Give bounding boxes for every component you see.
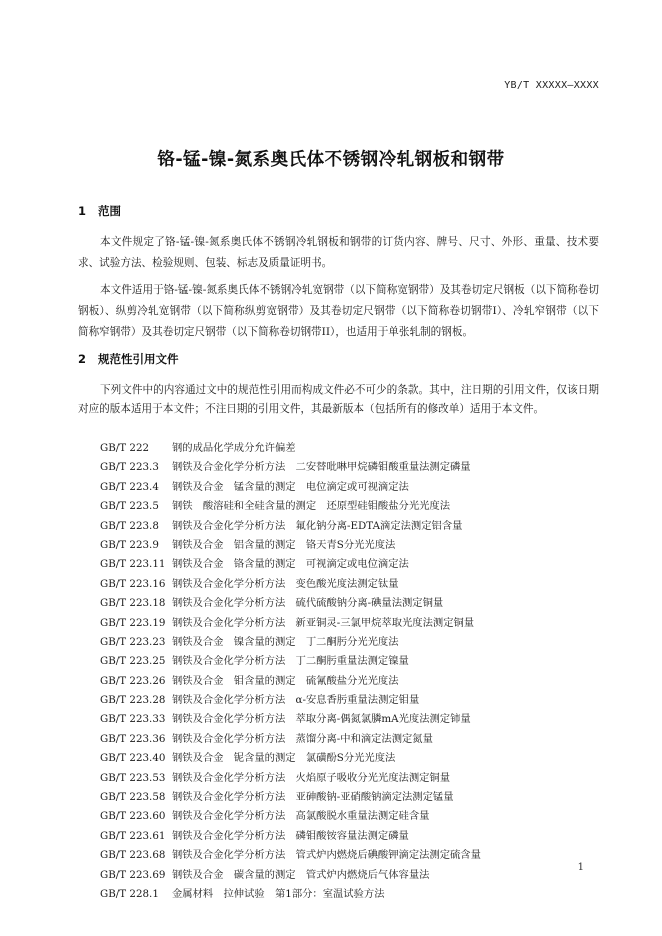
section-2-title: 规范性引用文件 [98,352,179,366]
reference-code: GB/T 223.33 [100,713,166,726]
reference-code: GB/T 223.8 [100,519,159,532]
reference-title: 钢铁及合金 锰含量的测定 电位滴定或可视滴定法 [172,480,409,493]
reference-title: 钢铁及合金化学分析方法 管式炉内燃烧后碘酸钾滴定法测定硫含量 [172,849,481,862]
references-intro: 下列文件中的内容通过文中的规范性引用而构成文件必不可少的条款。其中，注日期的引用文件，仅该日期对应的版本适用于本文件；不注日期的引用文件，其最新版本（包括所有的修改单）适用于本文件。 [78,384,599,415]
reference-code: GB/T 223.53 [100,771,166,784]
reference-code: GB/T 223.60 [100,810,166,823]
page-number: 1 [577,862,584,873]
reference-item [100,555,481,574]
reference-code: GB/T 223.16 [100,577,166,590]
reference-item [100,710,481,729]
reference-list [100,439,481,904]
reference-code: GB/T 223.68 [100,849,166,862]
reference-title: 钢铁及合金化学分析方法 硫代硫酸钠分离-碘量法测定铜量 [172,597,444,610]
reference-title: 钢铁及合金 铝含量的测定 铬天青S分光光度法 [172,538,396,551]
reference-item [100,846,481,865]
reference-title: 钢铁及合金化学分析方法 氟化钠分离-EDTA滴定法测定铝含量 [172,519,463,532]
reference-code: GB/T 223.40 [100,752,166,765]
reference-title: 钢铁及合金化学分析方法 α-安息香肟重量法测定钼量 [172,694,420,707]
reference-item [100,594,481,613]
reference-title: 钢铁及合金化学分析方法 火焰原子吸收分光光度法测定铜量 [172,771,451,784]
reference-title: 钢铁及合金化学分析方法 新亚铜灵-三氯甲烷萃取光度法测定铜量 [172,616,475,629]
reference-title: 钢铁及合金 碳含量的测定 管式炉内燃烧后气体容量法 [172,868,430,881]
reference-title: 钢铁及合金化学分析方法 高氯酸脱水重量法测定硅含量 [172,810,430,823]
reference-code: GB/T 223.5 [100,500,159,513]
reference-title: 钢铁 酸溶硅和全硅含量的测定 还原型硅钼酸盐分光光度法 [172,500,451,513]
reference-title: 钢铁及合金化学分析方法 蒸馏分离-中和滴定法测定氮量 [172,732,433,745]
reference-item [100,672,481,691]
document-code: YB/T XXXXX—XXXX [504,80,599,91]
reference-title: 钢铁及合金 铌含量的测定 氯磺酚S分光光度法 [172,752,396,765]
reference-title: 钢铁及合金 铬含量的测定 可视滴定或电位滴定法 [172,558,409,571]
reference-item [100,885,481,904]
reference-code: GB/T 223.69 [100,868,166,881]
reference-title: 钢铁及合金 钼含量的测定 硫氰酸盐分光光度法 [172,674,399,687]
reference-item [100,458,481,477]
reference-code: GB/T 223.36 [100,732,166,745]
section-2-number: 2 [78,352,87,366]
reference-code: GB/T 223.19 [100,616,166,629]
reference-item [100,497,481,516]
section-1-heading [78,203,121,219]
reference-code: GB/T 223.9 [100,538,159,551]
reference-code: GB/T 222 [100,442,150,454]
section-2-heading [78,351,179,367]
reference-title: 钢的成品化学成分允许偏差 [172,442,296,454]
section-1-number: 1 [78,204,87,218]
reference-item [100,439,481,458]
reference-title: 钢铁及合金化学分析方法 二安替吡啉甲烷磷钼酸重量法测定磷量 [172,461,471,474]
reference-title: 钢铁及合金化学分析方法 变色酸光度法测定钛量 [172,577,399,590]
reference-title: 钢铁及合金化学分析方法 萃取分离-偶氮氯膦mA光度法测定铈量 [172,713,471,726]
reference-code: GB/T 223.11 [100,558,166,571]
reference-item [100,536,481,555]
reference-title: 钢铁及合金化学分析方法 亚砷酸钠-亚硝酸钠滴定法测定锰量 [172,791,454,804]
reference-item [100,827,481,846]
reference-item [100,730,481,749]
reference-item [100,652,481,671]
reference-item [100,614,481,633]
reference-title: 钢铁及合金化学分析方法 丁二酮肟重量法测定镍量 [172,655,409,668]
reference-item [100,517,481,536]
reference-item [100,575,481,594]
reference-code: GB/T 223.18 [100,597,166,610]
reference-item [100,788,481,807]
reference-item [100,866,481,885]
section-1-title: 范围 [98,204,121,218]
reference-code: GB/T 223.23 [100,635,166,648]
reference-code: GB/T 223.58 [100,791,166,804]
reference-item [100,478,481,497]
reference-code: GB/T 223.25 [100,655,166,668]
document-title: 铬-锰-镍-氮系奥氏体不锈钢冷轧钢板和钢带 [157,150,505,170]
reference-code: GB/T 223.61 [100,829,166,842]
reference-code: GB/T 223.4 [100,480,159,493]
reference-code: GB/T 228.1 [100,887,159,900]
reference-item [100,807,481,826]
reference-title: 金属材料 拉伸试验 第1部分：室温试验方法 [172,887,385,900]
reference-item [100,633,481,652]
reference-code: GB/T 223.26 [100,674,166,687]
reference-code: GB/T 223.28 [100,694,166,707]
reference-item [100,749,481,768]
reference-code: GB/T 223.3 [100,461,159,474]
reference-item [100,769,481,788]
scope-paragraph-1: 本文件规定了铬-锰-镍-氮系奥氏体不锈钢冷轧钢板和钢带的订货内容、牌号、尺寸、外形、重量、技术要求、试验方法、检验规则、包装、标志及质量证明书。 [78,236,599,269]
reference-title: 钢铁及合金 镍含量的测定 丁二酮肟分光光度法 [172,635,399,648]
scope-paragraph-2: 本文件适用于铬-锰-镍-氮系奥氏体不锈钢冷轧宽钢带（以下简称宽钢带）及其卷切定尺钢板（以下简称卷切钢板）、纵剪冷轧宽钢带（以下简称纵剪宽钢带）及其卷切定尺钢带（以下简称卷切钢带I）、冷轧窄钢带（以下简称窄钢带）及其卷切定尺钢带（以下简称卷切钢带II），也适用于单张轧制的钢板。 [78,284,599,338]
reference-item [100,691,481,710]
reference-title: 钢铁及合金化学分析方法 磷钼酸铵容量法测定磷量 [172,829,409,842]
